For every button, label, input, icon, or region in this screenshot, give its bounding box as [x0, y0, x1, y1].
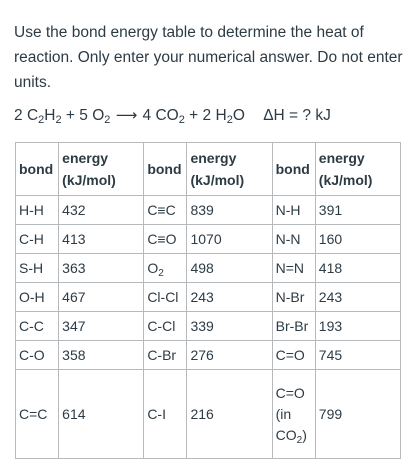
bond-cell: O-H	[16, 283, 59, 312]
bond-cell: S-H	[16, 254, 59, 283]
reaction-arrow-icon: ⟶	[115, 107, 138, 124]
product-carbon-dioxide: 4 $CO_2$	[142, 107, 185, 126]
energy-cell: 614	[59, 370, 144, 459]
energy-cell: 418	[315, 254, 400, 283]
energy-cell: 839	[187, 196, 272, 225]
bond-cell: Br-Br	[272, 312, 315, 341]
delta-h-label: ΔH = ? kJ	[263, 107, 331, 124]
bond-cell: Cl-Cl	[144, 283, 187, 312]
plus-sign: +	[189, 107, 199, 124]
question-text: Use the bond energy table to determine the heat of reaction. Only enter your numerical answer. Do not enter units.	[14, 24, 403, 91]
bond-cell: C-H	[16, 225, 59, 254]
energy-cell: 745	[315, 341, 400, 370]
table-row	[16, 312, 401, 341]
reaction-equation	[14, 104, 331, 128]
bond-cell: C-I	[144, 370, 187, 459]
bond-cell: N-N	[272, 225, 315, 254]
header-bond: bond	[16, 143, 59, 196]
bond-cell-co2: C=O (in $CO_2$)	[272, 370, 315, 459]
table-row	[16, 370, 401, 459]
bond-cell-oxygen: $O_2$	[144, 254, 187, 283]
energy-cell: 799	[315, 370, 400, 459]
table-row	[16, 254, 401, 283]
bond-cell: C≡O	[144, 225, 187, 254]
energy-cell: 1070	[187, 225, 272, 254]
header-energy: energy (kJ/mol)	[187, 143, 272, 196]
energy-cell: 498	[187, 254, 272, 283]
table-row	[16, 196, 401, 225]
energy-cell: 216	[187, 370, 272, 459]
bond-energy-table	[15, 142, 401, 459]
product-water: 2 $H_2O$	[202, 107, 245, 126]
bond-cell: N-Br	[272, 283, 315, 312]
plus-sign: +	[65, 107, 75, 124]
table-row	[16, 225, 401, 254]
bond-cell: N=N	[272, 254, 315, 283]
energy-cell: 243	[187, 283, 272, 312]
energy-cell: 243	[315, 283, 400, 312]
reactant-acetylene: 2 $C_2H_2$	[14, 107, 62, 126]
table-header-row	[16, 143, 401, 196]
bond-cell: H-H	[16, 196, 59, 225]
reactant-oxygen: 5 $O_2$	[79, 107, 111, 126]
energy-cell: 432	[59, 196, 144, 225]
bond-cell: C-C	[16, 312, 59, 341]
header-energy: energy (kJ/mol)	[59, 143, 144, 196]
energy-cell: 276	[187, 341, 272, 370]
energy-cell: 467	[59, 283, 144, 312]
bond-cell: C-O	[16, 341, 59, 370]
bond-cell: C≡C	[144, 196, 187, 225]
energy-cell: 363	[59, 254, 144, 283]
header-bond: bond	[144, 143, 187, 196]
energy-cell: 193	[315, 312, 400, 341]
table-row	[16, 283, 401, 312]
table-row	[16, 341, 401, 370]
header-bond: bond	[272, 143, 315, 196]
bond-cell: C=C	[16, 370, 59, 459]
energy-cell: 391	[315, 196, 400, 225]
bond-cell: C-Br	[144, 341, 187, 370]
energy-cell: 339	[187, 312, 272, 341]
energy-cell: 347	[59, 312, 144, 341]
bond-cell: C=O	[272, 341, 315, 370]
bond-cell: C-Cl	[144, 312, 187, 341]
bond-cell: N-H	[272, 196, 315, 225]
header-energy: energy (kJ/mol)	[315, 143, 400, 196]
energy-cell: 160	[315, 225, 400, 254]
energy-cell: 358	[59, 341, 144, 370]
energy-cell: 413	[59, 225, 144, 254]
